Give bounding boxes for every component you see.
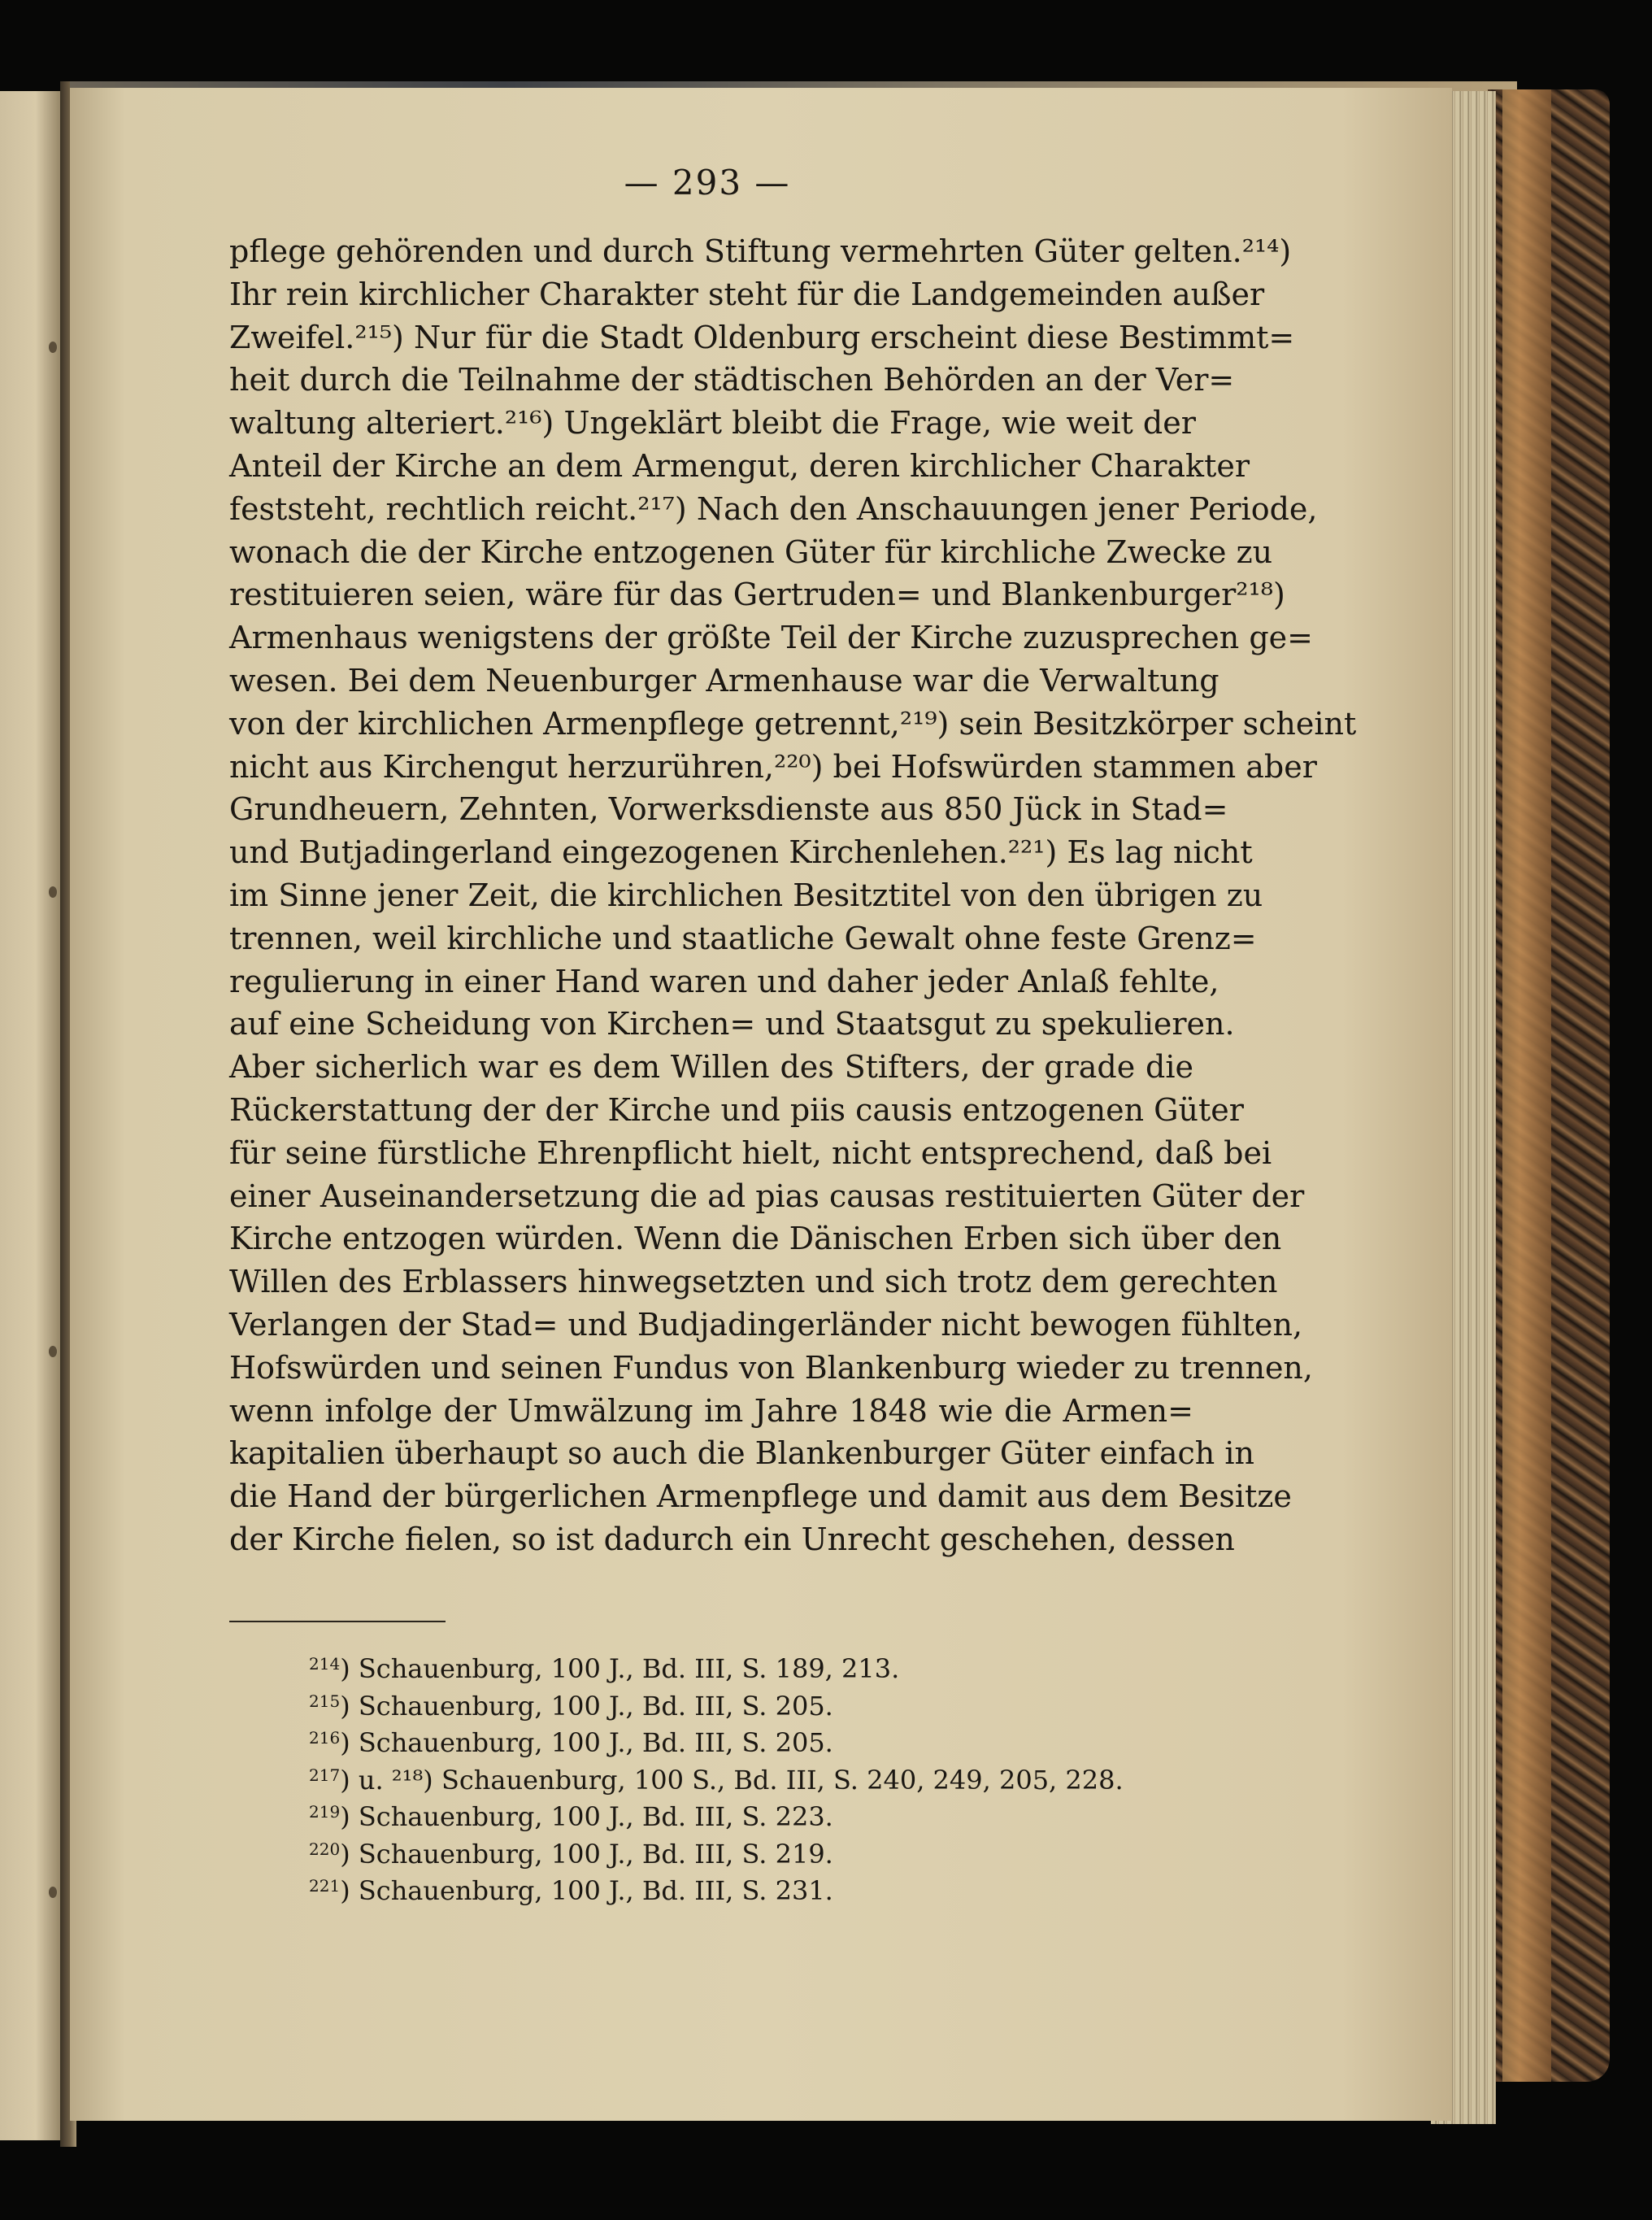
footnote-mark: 217 [309, 1765, 341, 1785]
text-line: Anteil der Kirche an dem Armengut, deren kirchlicher Charakter [229, 447, 1250, 484]
text-line: Aber sicherlich war es dem Willen des Stifters, der grade die [229, 1049, 1193, 1086]
footnote-mark: 221 [309, 1876, 341, 1896]
footnote-text: ) Schauenburg, 100 J., Bd. III, S. 189, 213. [340, 1653, 900, 1684]
footnote [309, 1683, 1203, 1721]
footnote [309, 1831, 1203, 1869]
footnote [309, 1646, 1203, 1683]
text-line: Ihr rein kirchlicher Charakter steht für die Landgemeinden außer [229, 276, 1265, 312]
text-line: kapitalien überhaupt so auch die Blankenburger Güter einfach in [229, 1435, 1254, 1472]
footnote-mark: 215 [309, 1691, 341, 1711]
text-line: regulierung in einer Hand waren und daher jeder Anlaß fehlte, [229, 963, 1219, 999]
footnote-mark: 219 [309, 1802, 341, 1822]
footnote-text: ) u. ²¹⁸) Schauenburg, 100 S., Bd. III, S. 240, 249, 205, 228. [340, 1764, 1124, 1796]
text-line: Rückerstattung der der Kirche und piis causis entzogenen Güter [229, 1091, 1244, 1128]
text-line: Hofswürden und seinen Fundus von Blankenburg wieder zu trennen, [229, 1349, 1313, 1386]
binding-hole [49, 1887, 57, 1898]
text-line: und Butjadingerland eingezogenen Kirchenlehen.²²¹) Es lag nicht [229, 834, 1253, 871]
text-line: wenn infolge der Umwälzung im Jahre 1848 wie die Armen= [229, 1392, 1193, 1429]
text-line: auf eine Scheidung von Kirchen= und Staatsgut zu spekulieren. [229, 1006, 1235, 1043]
text-line: von der kirchlichen Armenpflege getrennt,²¹⁹) sein Besitzkörper scheint [229, 705, 1357, 742]
text-line: feststeht, rechtlich reicht.²¹⁷) Nach den Anschauungen jener Periode, [229, 490, 1318, 527]
text-line: heit durch die Teilnahme der städtischen Behörden an der Ver= [229, 362, 1235, 398]
text-line: Willen des Erblassers hinwegsetzten und sich trotz dem gerechten [229, 1264, 1278, 1300]
footnote-rule [229, 1621, 446, 1622]
text-line: nicht aus Kirchengut herzurühren,²²⁰) bei Hofswürden stammen aber [229, 748, 1317, 785]
text-line: Kirche entzogen würden. Wenn die Dänischen Erben sich über den [229, 1221, 1282, 1257]
text-line: die Hand der bürgerlichen Armenpflege und damit aus dem Besitze [229, 1478, 1292, 1515]
text-line: pflege gehörenden und durch Stiftung vermehrten Güter gelten.²¹⁴) [229, 233, 1292, 269]
text-line: Zweifel.²¹⁵) Nur für die Stadt Oldenburg erscheint diese Bestimmt= [229, 319, 1295, 355]
binding-hole [49, 886, 57, 898]
footnote [309, 1720, 1203, 1757]
footnote-text: ) Schauenburg, 100 J., Bd. III, S. 231. [340, 1875, 833, 1906]
text-line: Armenhaus wenigstens der größte Teil der Kirche zuzusprechen ge= [229, 620, 1313, 656]
footnote-mark: 220 [309, 1839, 341, 1859]
binding-hole [49, 1346, 57, 1357]
previous-page-edge [0, 91, 65, 2140]
text-line: trennen, weil kirchliche und staatliche Gewalt ohne feste Grenz= [229, 920, 1257, 956]
footnote [309, 1794, 1203, 1831]
footnote-mark: 216 [309, 1728, 341, 1748]
text-line: waltung alteriert.²¹⁶) Ungeklärt bleibt die Frage, wie weit der [229, 405, 1196, 442]
footnote-text: ) Schauenburg, 100 J., Bd. III, S. 223. [340, 1801, 833, 1832]
text-line: der Kirche fielen, so ist dadurch ein Unrecht geschehen, dessen [229, 1521, 1235, 1557]
text-line: restituieren seien, wäre für das Gertruden= und Blankenburger²¹⁸) [229, 577, 1285, 613]
footnote-text: ) Schauenburg, 100 J., Bd. III, S. 205. [340, 1690, 833, 1722]
text-line: wesen. Bei dem Neuenburger Armenhause war die Verwaltung [229, 662, 1219, 699]
text-line: Grundheuern, Zehnten, Vorwerksdienste aus 850 Jück in Stad= [229, 791, 1228, 828]
text-line: für seine fürstliche Ehrenpflicht hielt, nicht entsprechend, daß bei [229, 1134, 1272, 1171]
binding-hole [49, 342, 57, 353]
leather-cover-edge [1502, 89, 1551, 2082]
page-number: — 293 — [624, 163, 791, 202]
text-line: einer Auseinandersetzung die ad pias causas restituierten Güter der [229, 1177, 1305, 1214]
footnotes [309, 1646, 1203, 1905]
text-line: im Sinne jener Zeit, die kirchlichen Besitztitel von den übrigen zu [229, 877, 1263, 913]
text-line: wonach die der Kirche entzogenen Güter für kirchliche Zwecke zu [229, 533, 1273, 570]
footnote [309, 1757, 1203, 1795]
footnote [309, 1868, 1203, 1905]
footnote-text: ) Schauenburg, 100 J., Bd. III, S. 205. [340, 1727, 833, 1758]
footnote-mark: 214 [309, 1654, 341, 1674]
body-text [229, 230, 1357, 1561]
text-line: Verlangen der Stad= und Budjadingerländer nicht bewogen fühlten, [229, 1306, 1303, 1343]
footnote-text: ) Schauenburg, 100 J., Bd. III, S. 219. [340, 1838, 833, 1870]
